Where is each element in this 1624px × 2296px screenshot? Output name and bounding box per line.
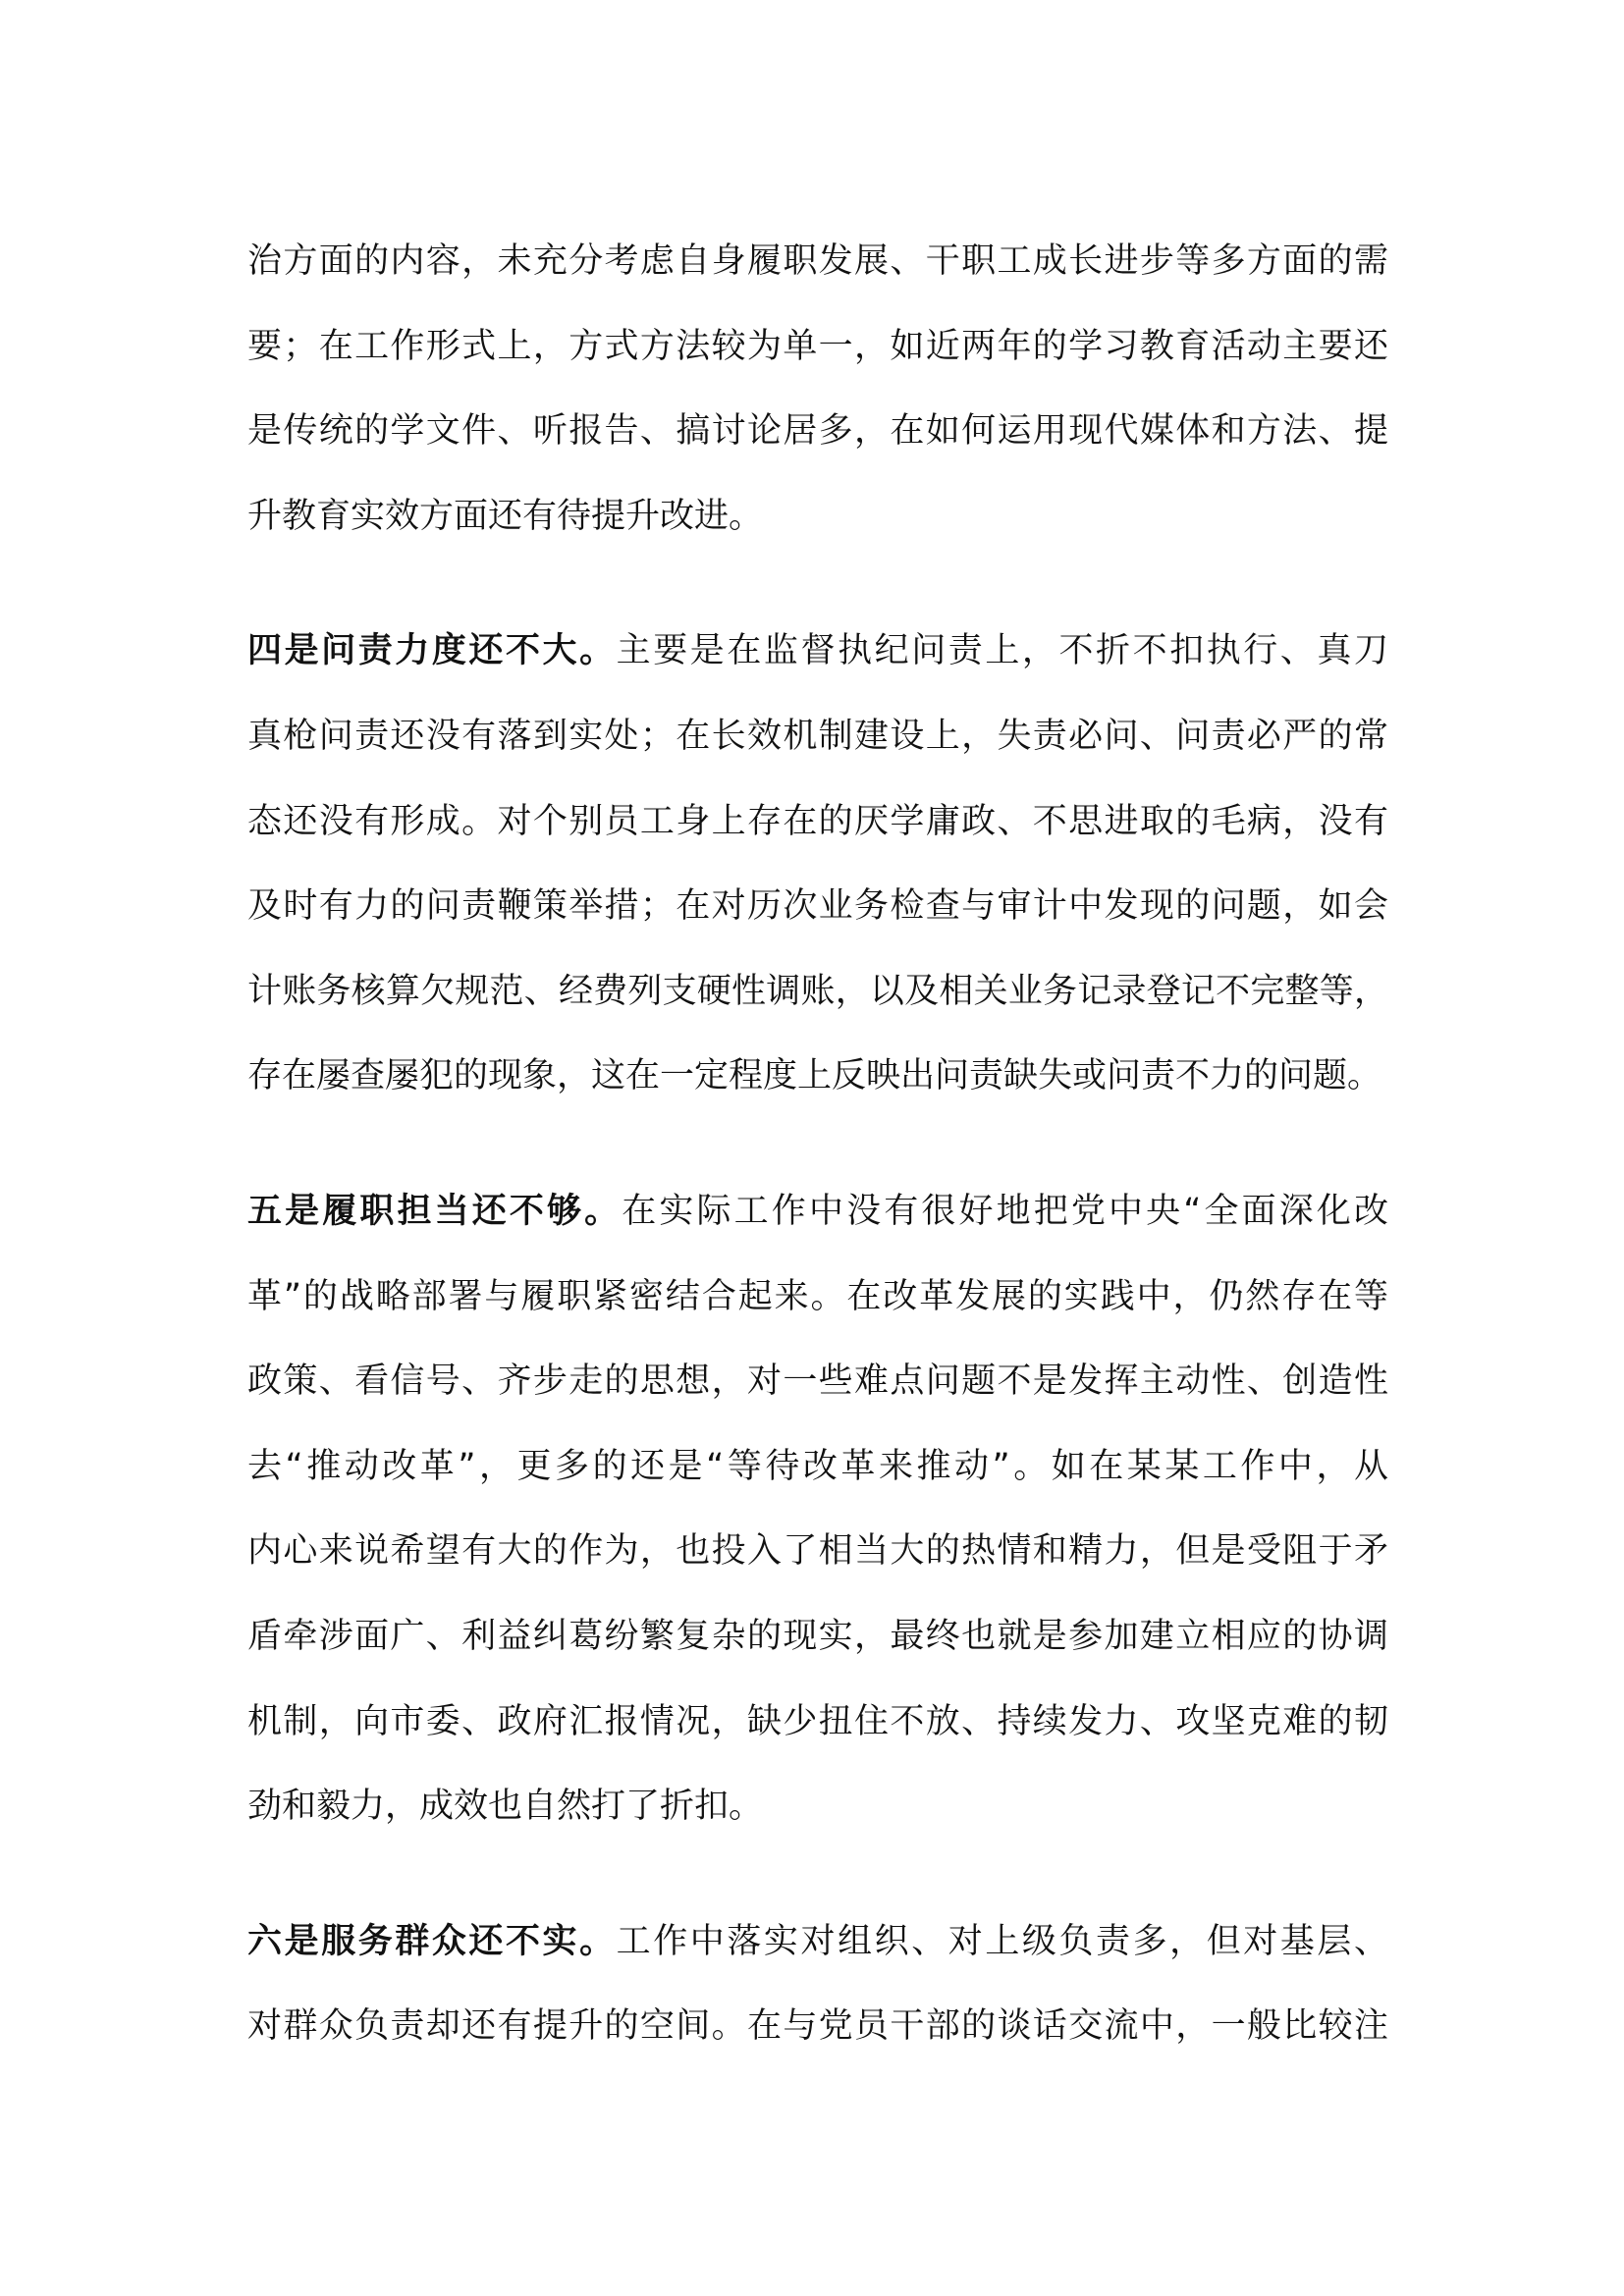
text-line: 内心来说希望有大的作为，也投入了相当大的热情和精力，但是受阻于矛 — [247, 1531, 1388, 1572]
text-line: 政策、看信号、齐步走的思想，对一些难点问题不是发挥主动性、创造性 — [247, 1362, 1388, 1402]
text-line: 劲和毅力，成效也自然打了折扣。 — [247, 1787, 764, 1827]
text-span: 工作中落实对组织、对上级负责多，但对基层、 — [616, 1921, 1388, 1961]
text-line: 治方面的内容，未充分考虑自身履职发展、干职工成长进步等多方面的需 — [247, 241, 1388, 281]
text-line — [247, 1899, 1388, 1985]
text-line: 真枪问责还没有落到实处；在长效机制建设上，失责必问、问责必严的常 — [247, 716, 1388, 756]
paragraph-serving-public — [247, 1899, 1388, 2069]
text-span: 主要是在监督执纪问责上，不折不扣执行、真刀 — [616, 631, 1388, 671]
text-line: 革”的战略部署与履职紧密结合起来。在改革发展的实践中，仍然存在等 — [247, 1276, 1388, 1316]
document-page — [247, 219, 1388, 2119]
text-line: 态还没有形成。对个别员工身上存在的厌学庸政、不思进取的毛病，没有 — [247, 801, 1388, 841]
paragraph-heading: 六是服务群众还不实。 — [247, 1921, 617, 1961]
paragraph-heading: 五是履职担当还不够。 — [247, 1191, 623, 1231]
paragraph-heading: 四是问责力度还不大。 — [247, 631, 617, 671]
text-line: 盾牵涉面广、利益纠葛纷繁复杂的现实，最终也就是参加建立相应的协调 — [247, 1616, 1388, 1656]
text-line: 要；在工作形式上，方式方法较为单一，如近两年的学习教育活动主要还 — [247, 326, 1388, 366]
paragraph-3-continued — [247, 219, 1388, 559]
text-line: 及时有力的问责鞭策举措；在对历次业务检查与审计中发现的问题，如会 — [247, 886, 1388, 927]
text-line: 对群众负责却还有提升的空间。在与党员干部的谈话交流中，一般比较注 — [247, 2006, 1388, 2047]
text-line: 存在屡查屡犯的现象，这在一定程度上反映出问责缺失或问责不力的问题。 — [247, 1056, 1382, 1096]
text-line: 机制，向市委、政府汇报情况，缺少扭住不放、持续发力、攻坚克难的韧 — [247, 1701, 1388, 1741]
text-line — [247, 609, 1388, 694]
text-line: 去“推动改革”，更多的还是“等待改革来推动”。如在某某工作中，从 — [247, 1446, 1388, 1486]
text-line — [247, 1169, 1388, 1255]
text-line: 计账务核算欠规范、经费列支硬性调账，以及相关业务记录登记不完整等， — [247, 971, 1388, 1011]
text-line: 是传统的学文件、听报告、搞讨论居多，在如何运用现代媒体和方法、提 — [247, 411, 1388, 452]
paragraph-accountability — [247, 609, 1388, 1119]
paragraph-responsibility — [247, 1169, 1388, 1849]
text-span: 在实际工作中没有很好地把党中央“全面深化改 — [622, 1191, 1388, 1231]
text-line: 升教育实效方面还有待提升改进。 — [247, 496, 764, 536]
